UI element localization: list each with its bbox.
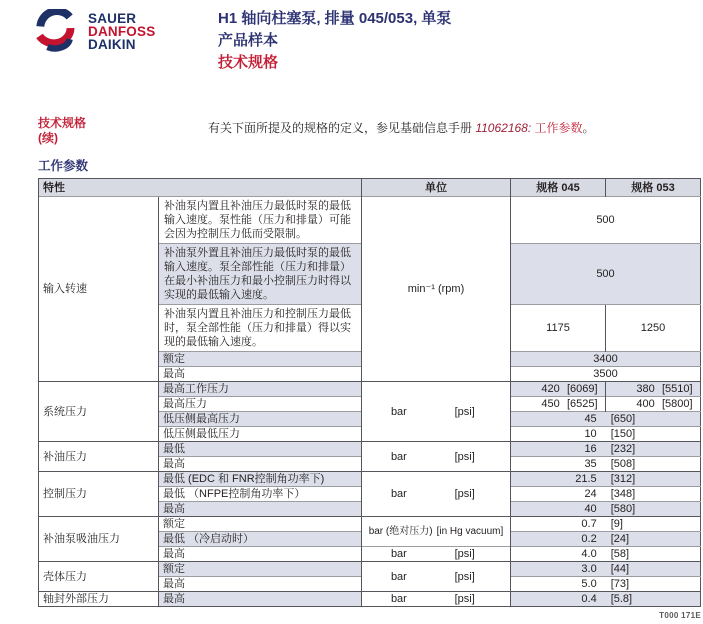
value-cell (511, 517, 701, 532)
col-header-spec053: 规格 053 (606, 179, 701, 197)
value-bracket: [348] (610, 488, 636, 500)
col-header-spec045: 规格 045 (511, 179, 606, 197)
spec-desc: 补油泵内置且补油压力最低时泵的最低输入速度。泵性能（压力和排量）可能会因为控制压力低而受限制。 (159, 197, 362, 244)
spec-desc: 低压侧最低压力 (159, 427, 362, 442)
brand-logo (33, 9, 155, 55)
value-cell (511, 577, 701, 592)
value-cell-053: 1250 (606, 305, 701, 352)
unit-main: bar (390, 570, 407, 583)
spec-desc: 最低 (EDC 和 FNR控制角功率下) (159, 472, 362, 487)
value-bracket: [232] (610, 443, 636, 455)
value-bracket: [150] (610, 428, 636, 440)
table-row (39, 517, 701, 532)
table-row (39, 442, 701, 457)
value-cell-045 (511, 397, 606, 412)
table-row (39, 382, 701, 397)
unit-bracket: [psi] (454, 405, 475, 418)
value-main: 3.0 (581, 563, 597, 575)
row-group-label-charge-pressure: 补油压力 (39, 442, 159, 472)
spec-desc: 最高 (159, 457, 362, 472)
document-subtitle: 产品样本 (218, 32, 279, 49)
spec-desc: 最高 (159, 502, 362, 517)
reference-colon: : (527, 121, 535, 135)
value-cell (511, 472, 701, 487)
value-cell (511, 532, 701, 547)
value-cell (511, 547, 701, 562)
value-bracket: [58] (610, 548, 630, 560)
unit-bracket: [psi] (454, 548, 475, 560)
value-cell: 3500 (511, 367, 701, 382)
spec-desc: 最高工作压力 (159, 382, 362, 397)
unit-cell (362, 382, 511, 442)
value-main: 35 (584, 458, 597, 470)
value-main: 40 (584, 503, 597, 515)
value-main: 24 (584, 488, 597, 500)
row-group-label-system-pressure: 系统压力 (39, 382, 159, 442)
intro-text: 有关下面所提及的规格的定义，参见基础信息手册 (208, 121, 476, 135)
margin-label-line2: (续) (38, 131, 58, 145)
value-cell: 500 (511, 244, 701, 305)
unit-cell (362, 562, 511, 592)
spec-desc: 最高 (159, 547, 362, 562)
spec-desc: 最高 (159, 592, 362, 607)
table-row (39, 562, 701, 577)
document-title: H1 轴向柱塞泵, 排量 045/053, 单泵 (218, 10, 452, 27)
spec-desc: 最低 (159, 442, 362, 457)
value-bracket: [5800] (661, 398, 693, 410)
spec-desc: 最高 (159, 577, 362, 592)
document-code: T000 171E (659, 611, 701, 620)
value-cell (511, 427, 701, 442)
row-group-label-charge-pump-inlet: 补油泵吸油压力 (39, 517, 159, 562)
operating-parameters-table (38, 178, 701, 607)
spec-desc: 最高 (159, 367, 362, 382)
value-cell (511, 592, 701, 607)
unit-bracket: [psi] (454, 570, 475, 583)
unit-cell (362, 442, 511, 472)
value-cell-053 (606, 397, 701, 412)
col-header-feature: 特性 (39, 179, 362, 197)
value-cell (511, 457, 701, 472)
unit-main: bar (390, 593, 407, 605)
value-main: 400 (636, 398, 655, 410)
document-section-heading: 技术规格 (218, 54, 279, 71)
unit-main: bar (390, 405, 407, 418)
margin-section-label (38, 116, 86, 146)
intro-text-end: 。 (582, 121, 595, 135)
spec-desc: 补油泵外置且补油压力最低时泵的最低输入速度。泵全部性能（压力和排量）在最小补油压力和最小控制压力时得以实现的最低输入速度。 (159, 244, 362, 305)
spec-desc: 补油泵内置且补油压力和控制压力最低时，泵全部性能（压力和排量）得以实现的最低输入速度。 (159, 305, 362, 352)
value-cell: 3400 (511, 352, 701, 367)
value-bracket: [580] (610, 503, 636, 515)
spec-table-wrap (38, 178, 701, 620)
value-bracket: [6069] (566, 383, 598, 395)
spec-desc: 额定 (159, 562, 362, 577)
brand-wordmark (88, 12, 155, 51)
unit-cell (362, 547, 511, 562)
value-cell (511, 487, 701, 502)
spec-desc: 额定 (159, 352, 362, 367)
brand-line-daikin: DAIKIN (88, 37, 136, 52)
row-group-label-control-pressure: 控制压力 (39, 472, 159, 517)
value-main: 420 (541, 383, 560, 395)
reference-link: 工作参数 (534, 121, 583, 135)
spec-desc: 最高压力 (159, 397, 362, 412)
row-group-label-shaft-seal-pressure: 轴封外部压力 (39, 592, 159, 607)
value-bracket: [5.8] (610, 593, 633, 605)
value-bracket: [508] (610, 458, 636, 470)
value-bracket: [73] (610, 578, 630, 590)
value-bracket: [312] (610, 473, 636, 485)
spec-desc: 最低 （NFPE控制角功率下） (159, 487, 362, 502)
unit-bracket: [psi] (454, 593, 475, 605)
spec-desc: 额定 (159, 517, 362, 532)
unit-main: bar (390, 488, 407, 500)
value-cell (511, 502, 701, 517)
unit-main: bar (390, 450, 407, 463)
value-cell: 500 (511, 197, 701, 244)
unit-bracket: [psi] (454, 488, 475, 500)
brand-line-danfoss: DANFOSS (88, 24, 156, 39)
manual-reference-number: 11062168 (475, 121, 528, 135)
unit-cell (362, 517, 511, 547)
value-main: 45 (584, 413, 597, 425)
value-main: 4.0 (581, 548, 597, 560)
table-row (39, 197, 701, 244)
unit-bracket: [psi] (454, 450, 475, 463)
unit-cell: min⁻¹ (rpm) (362, 197, 511, 382)
spec-desc: 最低 （冷启动时） (159, 532, 362, 547)
value-main: 380 (636, 383, 655, 395)
margin-label-line1: 技术规格 (38, 116, 87, 130)
spec-desc: 低压侧最高压力 (159, 412, 362, 427)
row-group-label-case-pressure: 壳体压力 (39, 562, 159, 592)
value-main: 10 (584, 428, 597, 440)
value-main: 16 (584, 443, 597, 455)
col-header-unit: 单位 (362, 179, 511, 197)
table-row (39, 592, 701, 607)
value-bracket: [5510] (661, 383, 693, 395)
value-bracket: [6525] (566, 398, 598, 410)
value-cell (511, 562, 701, 577)
value-cell-045: 1175 (511, 305, 606, 352)
row-group-label-input-speed: 输入转速 (39, 197, 159, 382)
unit-cell (362, 472, 511, 517)
value-main: 0.7 (581, 518, 597, 530)
brand-line-sauer: SAUER (88, 11, 137, 26)
unit-main: bar (390, 548, 407, 560)
value-bracket: [24] (610, 533, 630, 545)
value-cell (511, 412, 701, 427)
table-section-title: 工作参数 (38, 159, 89, 173)
value-cell (511, 442, 701, 457)
value-main: 450 (541, 398, 560, 410)
value-main: 0.4 (581, 593, 597, 605)
intro-paragraph (208, 119, 595, 136)
unit-main: bar (绝对压力) (368, 525, 433, 537)
value-main: 21.5 (575, 473, 597, 485)
value-cell-053 (606, 382, 701, 397)
value-bracket: [44] (610, 563, 630, 575)
table-row (39, 472, 701, 487)
unit-cell (362, 592, 511, 607)
value-bracket: [9] (610, 518, 623, 530)
value-main: 0.2 (581, 533, 597, 545)
unit-bracket: [in Hg vacuum] (436, 525, 504, 537)
table-header-row (39, 179, 701, 197)
value-cell-045 (511, 382, 606, 397)
value-bracket: [650] (610, 413, 636, 425)
value-main: 5.0 (581, 578, 597, 590)
document-title-block (218, 8, 451, 74)
sauer-danfoss-daikin-mark-icon (33, 9, 81, 55)
